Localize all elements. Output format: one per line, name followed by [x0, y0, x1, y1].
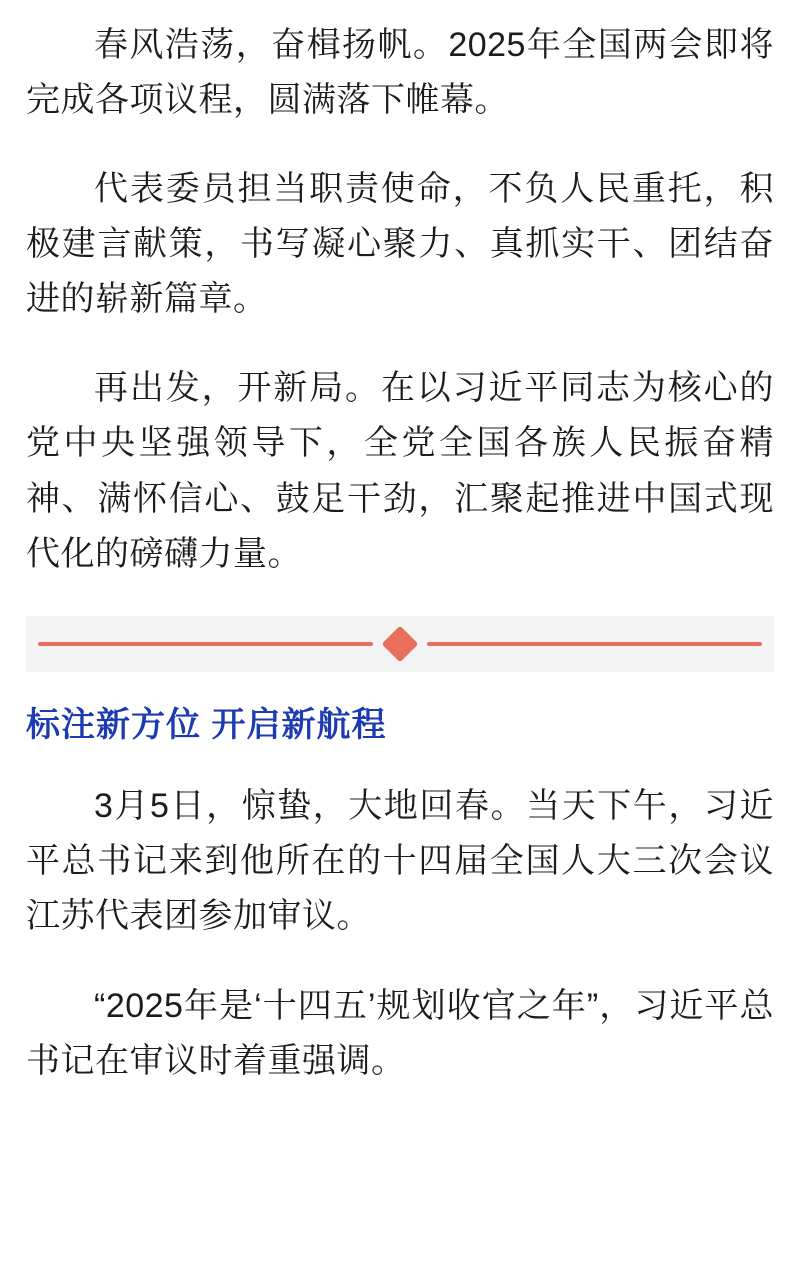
section-divider: [26, 616, 774, 672]
paragraph: “2025年是‘十四五’规划收官之年”，习近平总书记在审议时着重强调。: [26, 986, 774, 1080]
paragraph: 3月5日，惊蛰，大地回春。当天下午，习近平总书记来到他所在的十四届全国人大三次会议江苏代表团参加审议。: [26, 787, 774, 936]
paragraph: 代表委员担当职责使命，不负人民重托，积极建言献策，书写凝心聚力、真抓实干、团结奋进的崭新篇章。: [26, 170, 774, 319]
diamond-ornament-icon: [382, 625, 419, 662]
section-heading: 标注新方位 开启新航程: [26, 705, 387, 744]
divider-line-left: [38, 642, 373, 646]
divider-line-right: [427, 642, 762, 646]
paragraph: 春风浩荡，奋楫扬帆。2025年全国两会即将完成各项议程，圆满落下帷幕。: [26, 26, 774, 120]
paragraph: 再出发，开新局。在以习近平同志为核心的党中央坚强领导下，全党全国各族人民振奋精神、满怀信心、鼓足干劲，汇聚起推进中国式现代化的磅礴力量。: [26, 369, 774, 573]
